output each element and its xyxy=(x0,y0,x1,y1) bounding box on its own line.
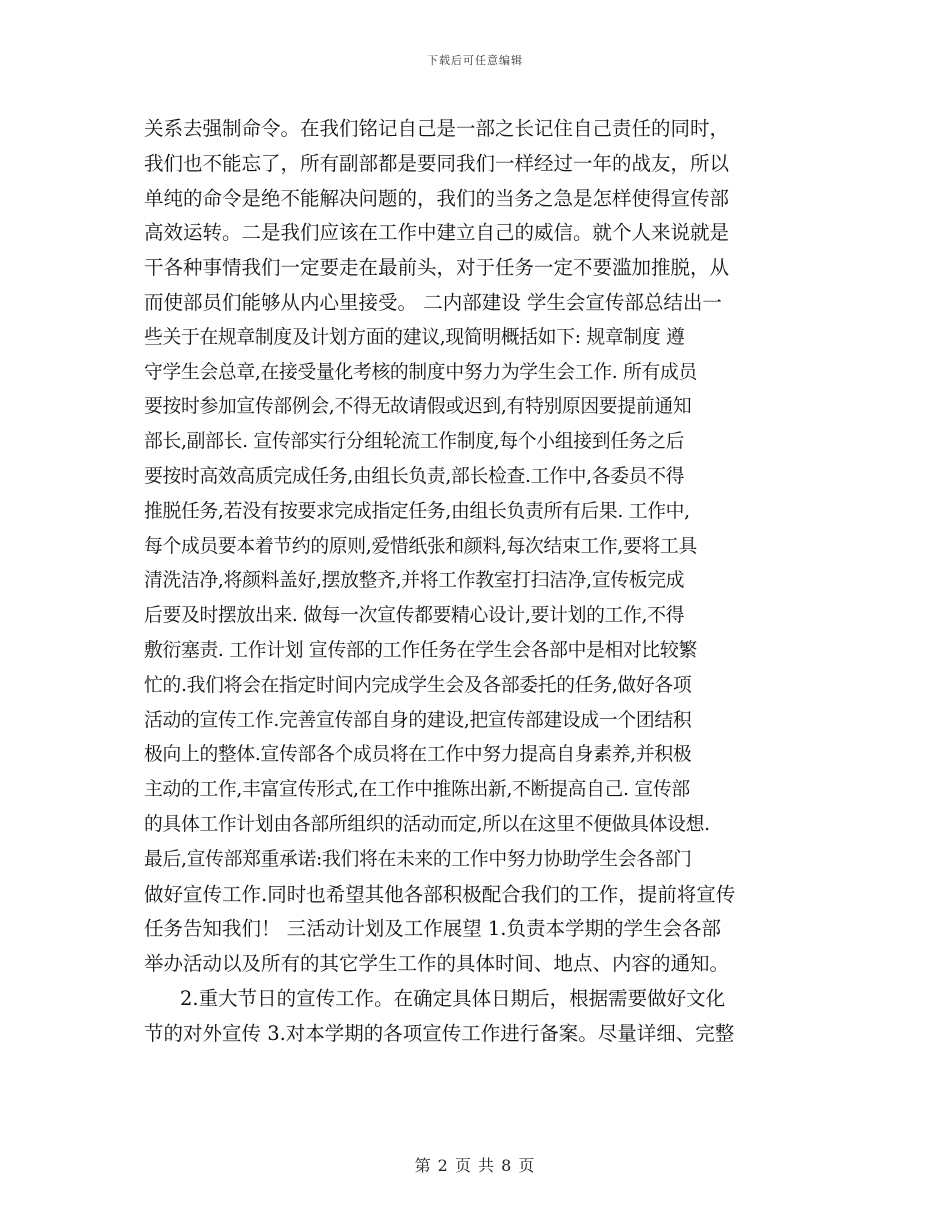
text-line: 守学生会总章,在接受量化考核的制度中努力为学生会工作. 所有成员 xyxy=(144,361,697,383)
text-line: 而使部员们能够从内心里接受。 二内部建设 学生会宣传部总结出一 xyxy=(144,290,722,314)
text-line: 单纯的命令是绝不能解决问题的，我们的当务之急是怎样使得宣传部 xyxy=(144,186,730,210)
page-number: 第 2 页 共 8 页 xyxy=(414,1156,536,1175)
text-line: 些关于在规章制度及计划方面的建议,现简明概括如下: 规章制度 遵 xyxy=(144,326,685,348)
text-line: 高效运转。二是我们应该在工作中建立自己的威信。就个人来说就是 xyxy=(144,221,730,245)
text-line: 2.重大节日的宣传工作。在确定具体日期后，根据需要做好文化 xyxy=(180,986,726,1010)
text-line: 举办活动以及所有的其它学生工作的具体时间、地点、内容的通知。 xyxy=(144,952,730,976)
text-line: 部长,副部长. 宣传部实行分组轮流工作制度,每个小组接到任务之后 xyxy=(144,431,685,453)
text-line: 要按时参加宣传部例会,不得无故请假或迟到,有特别原因要提前通知 xyxy=(144,396,692,418)
text-line: 干各种事情我们一定要走在最前头，对于任务一定不要滥加推脱，从 xyxy=(144,256,730,280)
text-line: 极向上的整体.宣传部各个成员将在工作中努力提高自身素养,并积极 xyxy=(144,744,692,766)
text-line: 关系去强制命令。在我们铭记自己是一部之长记住自己责任的同时， xyxy=(144,117,730,140)
text-line: 节的对外宣传 3.对本学期的各项宣传工作进行备案。尽量详细、完整 xyxy=(144,1021,735,1045)
text-line: 做好宣传工作.同时也希望其他各部积极配合我们的工作，提前将宣传 xyxy=(144,882,736,906)
text-line: 要按时高效高质完成任务,由组长负责,部长检查.工作中,各委员不得 xyxy=(144,465,685,487)
text-line: 主动的工作,丰富宣传形式,在工作中推陈出新,不断提高自己. 宣传部 xyxy=(144,779,690,801)
text-line: 每个成员要本着节约的原则,爱惜纸张和颜料,每次结束工作,要将工具 xyxy=(144,535,697,557)
body-text xyxy=(144,112,814,1052)
text-line: 任务告知我们！ 三活动计划及工作展望 1.负责本学期的学生会各部 xyxy=(144,917,722,941)
text-line: 后要及时摆放出来. 做每一次宣传都要精心设计,要计划的工作,不得 xyxy=(144,605,685,627)
text-line: 清洗洁净,将颜料盖好,摆放整齐,并将工作教室打扫洁净,宣传板完成 xyxy=(144,570,685,592)
text-line: 的具体工作计划由各部所组织的活动而定,所以在这里不便做具体设想. xyxy=(144,813,710,835)
text-line: 我们也不能忘了，所有副部都是要同我们一样经过一年的战友，所以 xyxy=(144,151,730,175)
text-line: 敷衍塞责. 工作计划 宣传部的工作任务在学生会各部中是相对比较繁 xyxy=(144,639,697,661)
text-line: 最后,宣传部郑重承诺:我们将在未来的工作中努力协助学生会各部门 xyxy=(144,848,692,870)
text-line: 活动的宣传工作.完善宣传部自身的建设,把宣传部建设成一个团结积 xyxy=(144,709,692,731)
text-line: 推脱任务,若没有按要求完成指定任务,由组长负责所有后果. 工作中, xyxy=(144,500,690,522)
text-line: 忙的.我们将会在指定时间内完成学生会及各部委托的任务,做好各项 xyxy=(144,674,692,696)
page-header: 下载后可任意编辑 xyxy=(427,54,523,67)
